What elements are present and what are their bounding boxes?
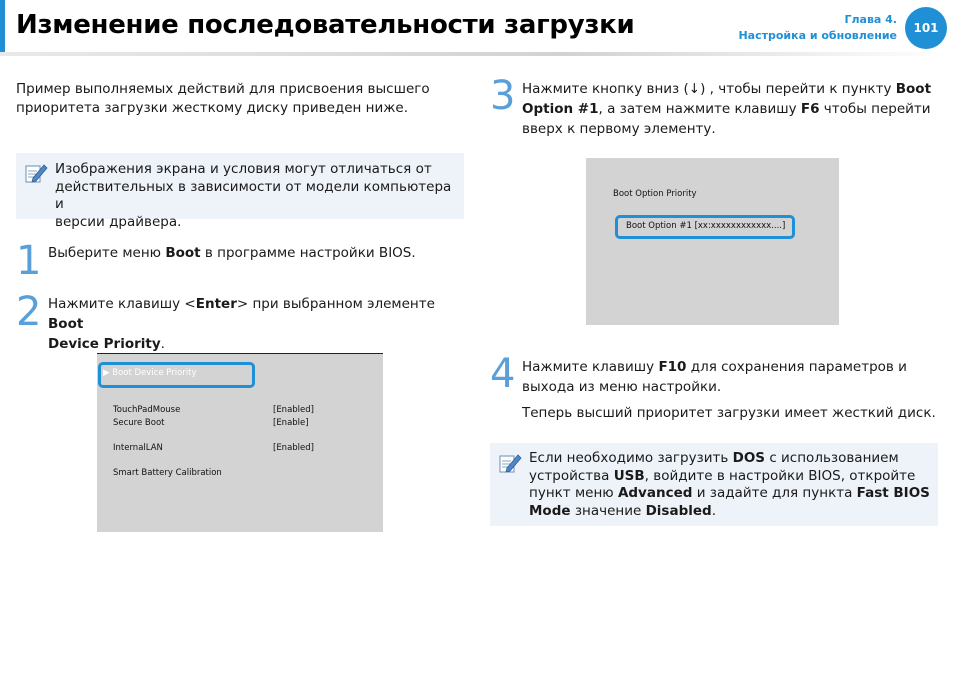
bios-item-boot-option-1: Boot Option #1 [xx:xxxxxxxxxxxx....] [626,221,786,231]
step-2-number: 2 [16,289,42,335]
intro-paragraph: Пример выполняемых действий для присвоения высшего приоритета загрузки жесткому диску приведен ниже. [16,81,430,116]
bios-row-label: InternalLAN [113,443,163,453]
bios-heading-boot-option-priority: Boot Option Priority [613,189,697,199]
step-1-number: 1 [16,238,42,284]
bios-row-label: Smart Battery Calibration [113,468,222,478]
chapter-label [738,12,897,44]
bios-screenshot-boot-menu [97,353,383,532]
note-box [16,153,464,230]
step-4-number: 4 [490,351,516,397]
page-number-badge: 101 [905,7,947,49]
step-4-result-text: Теперь высший приоритет загрузки имеет жесткий диск. [522,405,936,421]
step-2-text: Нажмите клавишу <Enter> при выбранном элементе Boot Device Priority. [48,296,435,352]
step-3-number: 3 [490,73,516,119]
bios-top-border [97,353,383,354]
note-text: Изображения экрана и условия могут отличаться от действительных в зависимости от модели компьютера и версии драйвера. [55,161,452,230]
note-dos-text: Если необходимо загрузить DOS с использованием устройства USB, войдите в настройки BIOS, откройте пункт меню Advanced и задайте для пункта Fast BIOS Mode значение Disabled. [529,450,930,519]
bios-row-label: Secure Boot [113,418,165,428]
pencil-note-icon [24,161,48,185]
bios-screenshot-boot-option [586,158,839,325]
step-3-text: Нажмите кнопку вниз (↓) , чтобы перейти к пункту Boot Option #1, а затем нажмите клавишу F6 чтобы перейти вверх к первому элементу. [522,81,932,137]
note-box-dos [490,443,938,526]
title-accent-bar [0,0,5,52]
bios-row-value: [Enabled] [273,405,314,415]
bios-item-boot-device-priority: ▶ Boot Device Priority [103,368,197,378]
page-title: Изменение последовательности загрузки [16,10,635,40]
bios-row-value: [Enabled] [273,443,314,453]
pencil-note-icon [498,451,522,475]
header-divider [0,52,946,56]
bios-row-label: TouchPadMouse [113,405,181,415]
chapter-number: Глава 4. [844,13,897,26]
step-4-text: Нажмите клавишу F10 для сохранения параметров и выхода из меню настройки. [522,359,907,395]
bios-row-value: [Enable] [273,418,309,428]
chapter-name: Настройка и обновление [738,29,897,42]
step-1-text: Выберите меню Boot в программе настройки BIOS. [48,245,416,261]
